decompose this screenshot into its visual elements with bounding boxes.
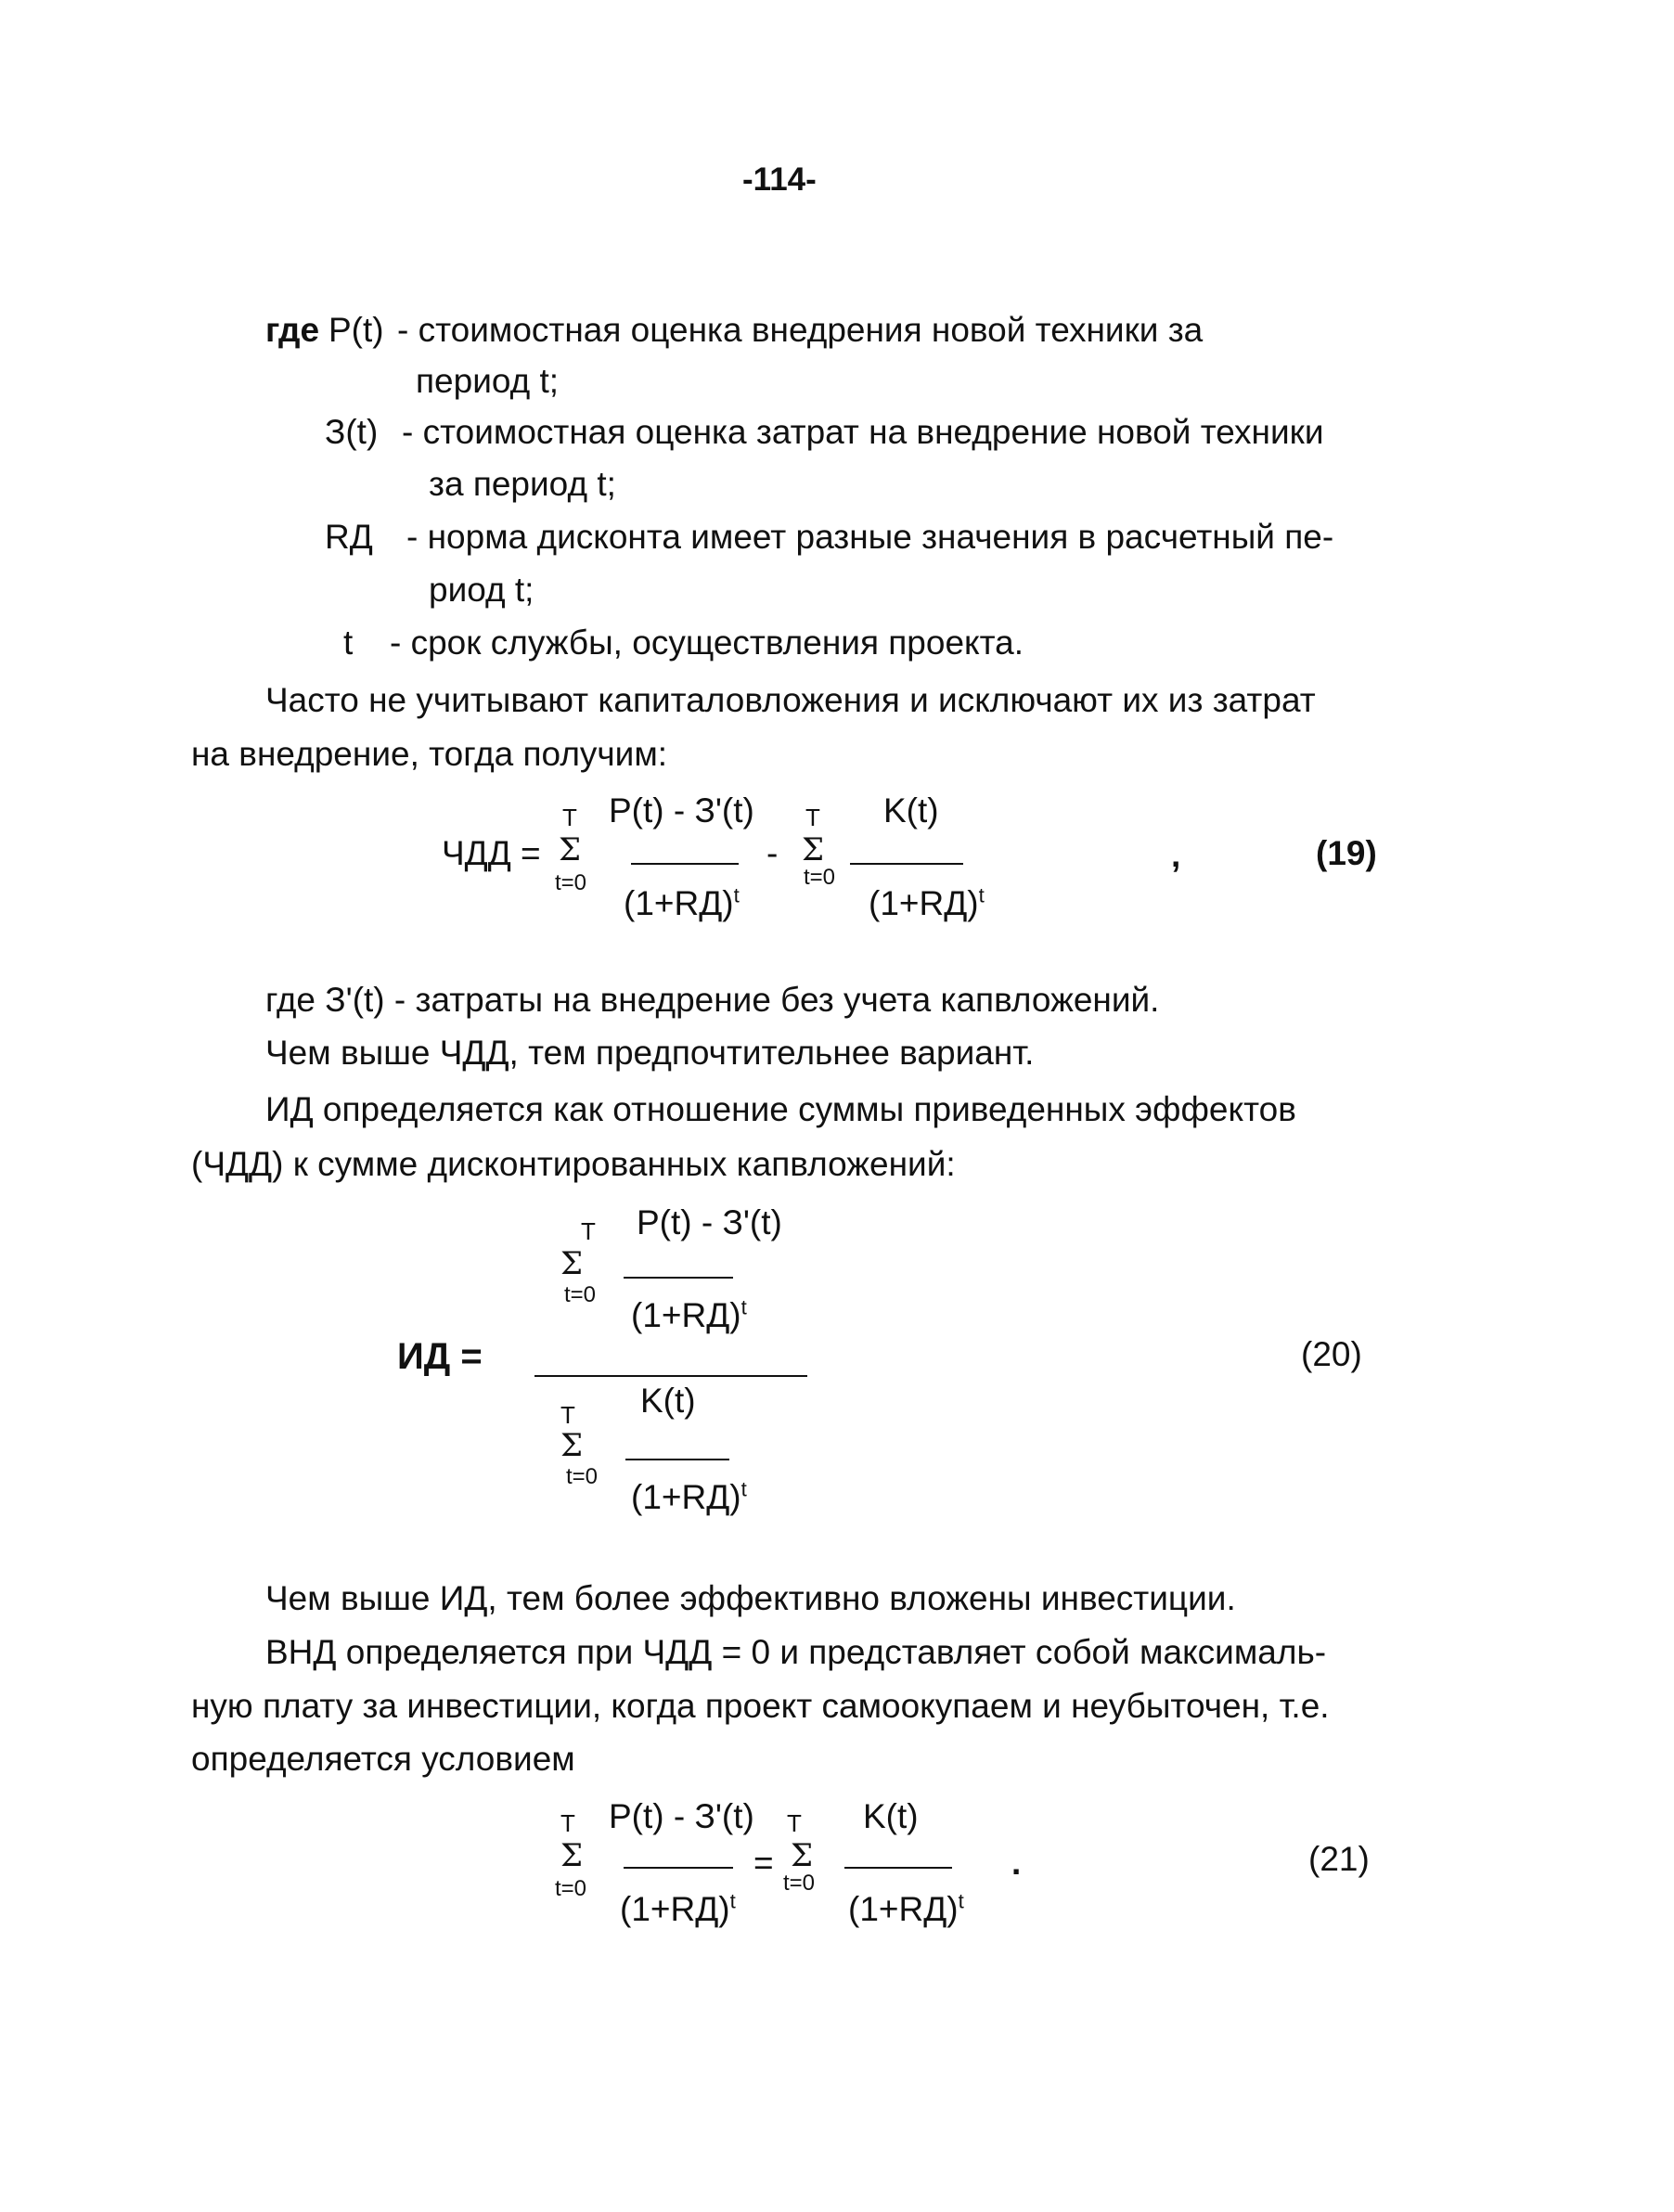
- paragraph-3-line-2: ВНД определяется при ЧДД = 0 и представляет собой максималь-: [265, 1633, 1327, 1671]
- formula-21-number: (21): [1308, 1840, 1370, 1878]
- definition-1-symbol: P(t): [328, 311, 384, 349]
- formula-19-denominator-2: $(1+RД)^t$: [869, 883, 985, 922]
- paragraph-2-line-2: Чем выше ЧДД, тем предпочтительнее вариант.: [265, 1034, 1035, 1072]
- formula-21-upper-limit-2: T: [787, 1809, 802, 1837]
- formula-20-inner-bar-num: [624, 1277, 733, 1279]
- formula-19-lhs: ЧДД =: [442, 834, 541, 872]
- paragraph-1-line-1: Часто не учитывают капиталовложения и исключают их из затрат: [265, 681, 1316, 719]
- formula-20-main-fraction-bar: [534, 1375, 807, 1377]
- formula-19-numerator-1: P(t) - З'(t): [609, 791, 754, 830]
- formula-19-lower-limit-2: t=0: [804, 865, 836, 890]
- definition-2-symbol: З(t): [325, 413, 379, 451]
- formula-20-denominator-num: $(1+RД)^t$: [631, 1295, 747, 1334]
- definition-3-text: - норма дисконта имеет разные значения в расчетный пе-: [406, 518, 1334, 556]
- paragraph-2-line-4: (ЧДД) к сумме дисконтированных капвложений:: [191, 1145, 956, 1183]
- definition-4-text: - срок службы, осуществления проекта.: [390, 624, 1024, 662]
- formula-19-sigma-2: Σ: [802, 831, 825, 868]
- paragraph-1-line-2: на внедрение, тогда получим:: [191, 735, 668, 773]
- formula-21-numerator-1: P(t) - З'(t): [609, 1797, 754, 1835]
- formula-20-lower-limit-num: t=0: [564, 1282, 597, 1307]
- formula-21-lower-limit-2: t=0: [783, 1871, 816, 1896]
- formula-19-upper-limit-1: T: [562, 804, 577, 831]
- paragraph-3-line-1: Чем выше ИД, тем более эффективно вложены инвестиции.: [265, 1579, 1236, 1617]
- formula-21-sigma-2: Σ: [791, 1837, 814, 1874]
- formula-20-sigma-den: Σ: [560, 1427, 584, 1464]
- formula-21-lower-limit-1: t=0: [555, 1876, 587, 1901]
- formula-20-inner-bar-den: [625, 1459, 729, 1460]
- page-number: -114-: [742, 161, 817, 198]
- formula-20-numerator-2: K(t): [640, 1382, 696, 1420]
- formula-19-denominator-1: $(1+RД)^t$: [624, 883, 740, 922]
- formula-19-minus: -: [766, 834, 779, 872]
- formula-20-upper-limit-num: T: [581, 1217, 596, 1245]
- formula-21-fraction-bar-1: [624, 1867, 733, 1869]
- formula-21-equals: =: [753, 1844, 774, 1882]
- formula-21-denominator-2: $(1+RД)^t$: [848, 1889, 964, 1928]
- definition-2-text: - стоимостная оценка затрат на внедрение новой техники: [402, 413, 1324, 451]
- definition-1-continuation: период t;: [416, 362, 560, 400]
- definition-1-text: - стоимостная оценка внедрения новой техники за: [397, 311, 1204, 349]
- paragraph-2-line-3: ИД определяется как отношение суммы приведенных эффектов: [265, 1090, 1296, 1128]
- formula-20-denominator-den: $(1+RД)^t$: [631, 1477, 747, 1516]
- formula-20-lower-limit-den: t=0: [566, 1464, 599, 1489]
- formula-21-denominator-1: $(1+RД)^t$: [620, 1889, 736, 1928]
- formula-19-comma: ,: [1171, 836, 1181, 874]
- definition-3-symbol: RД: [325, 518, 373, 556]
- definitions-intro: где: [265, 311, 320, 349]
- formula-21-dot: .: [1011, 1844, 1022, 1882]
- formula-21-fraction-bar-2: [844, 1867, 952, 1869]
- formula-19-fraction-bar-1: [631, 863, 739, 865]
- paragraph-2-line-1: где З'(t) - затраты на внедрение без учета капвложений.: [265, 981, 1160, 1019]
- formula-21-sigma-1: Σ: [560, 1837, 584, 1874]
- formula-19-sigma-1: Σ: [559, 831, 582, 868]
- definition-3-continuation: риод t;: [429, 571, 534, 609]
- formula-19-fraction-bar-2: [850, 863, 963, 865]
- formula-20-lhs: ИД =: [397, 1336, 483, 1377]
- formula-20-sigma-num: Σ: [560, 1245, 584, 1282]
- formula-20-number: (20): [1301, 1335, 1362, 1373]
- formula-19-number: (19): [1316, 834, 1377, 872]
- formula-19-numerator-2: K(t): [883, 791, 939, 830]
- paragraph-3-line-3: ную плату за инвестиции, когда проект самоокупаем и неубыточен, т.е.: [191, 1687, 1330, 1725]
- definition-4-symbol: t: [343, 624, 354, 662]
- definition-2-continuation: за период t;: [429, 465, 616, 503]
- formula-21-numerator-2: K(t): [863, 1797, 919, 1835]
- formula-19-lower-limit-1: t=0: [555, 870, 587, 895]
- formula-20-numerator-1: P(t) - З'(t): [637, 1203, 782, 1241]
- paragraph-3-line-4: определяется условием: [191, 1740, 575, 1778]
- formula-21-upper-limit-1: T: [560, 1809, 575, 1837]
- formula-19-upper-limit-2: T: [805, 804, 820, 831]
- formula-20-upper-limit-den: T: [560, 1401, 575, 1429]
